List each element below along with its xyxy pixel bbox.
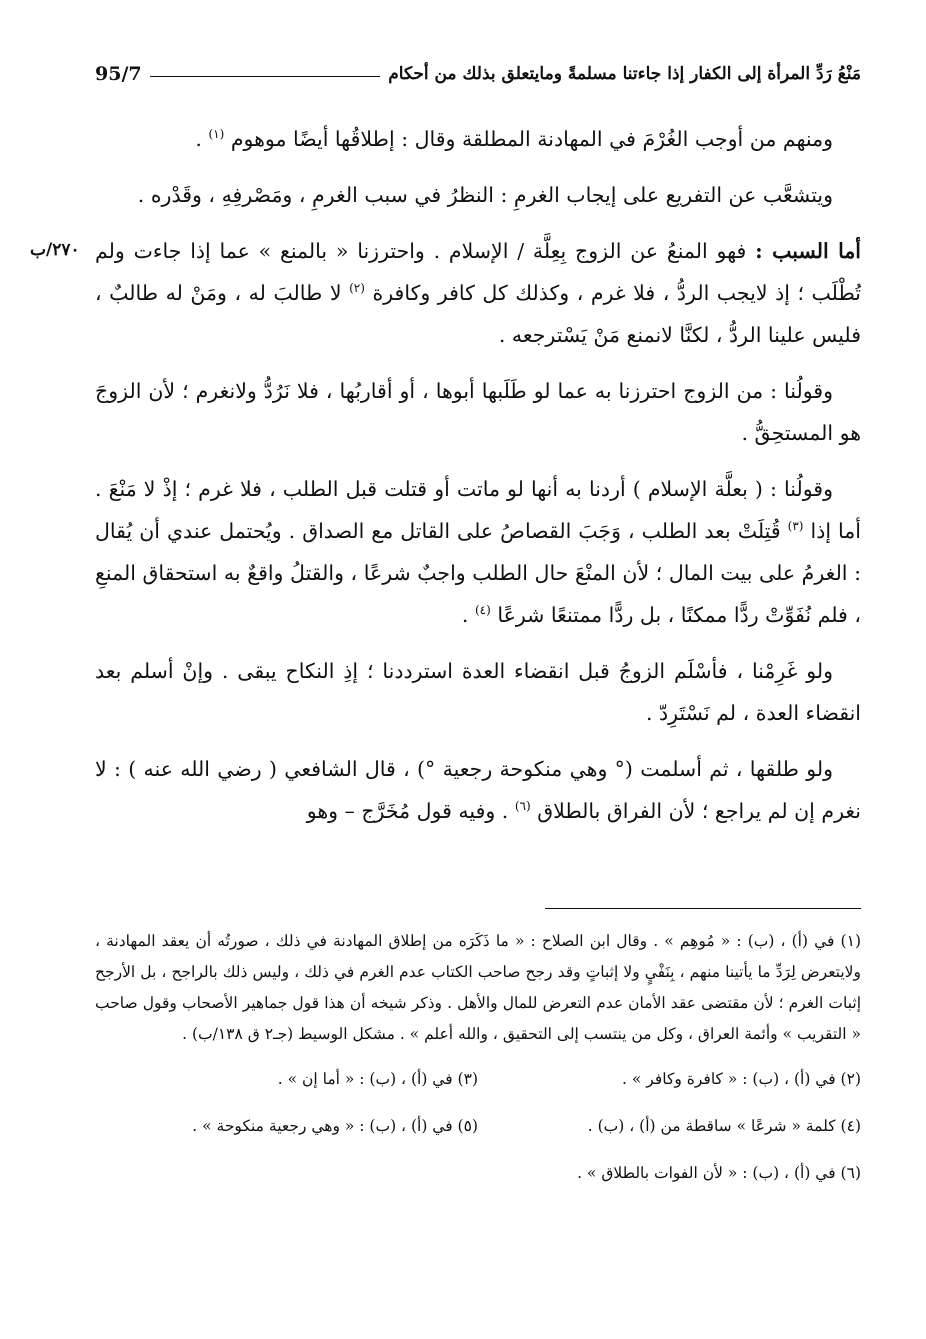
paragraph-1: ومنهم من أوجب الغُرْمَ في المهادنة المطلقة وقال : إطلاقُها أيضًا موهوم $^{(١)}$ . [195, 127, 833, 151]
section-lead: أما السبب : [755, 239, 862, 263]
footnotes [95, 926, 861, 1189]
paragraph-4: وقولُنا : من الزوج احترزنا به عما لو طَلَبها أبوها ، أو أقاربُها ، فلا نَرُدُّ ولانغرم ؛ لأن الزوجَ هو المستحِقُّ . [95, 379, 861, 445]
header-rule [150, 76, 381, 77]
footnote-ref-6: (٦) [514, 799, 531, 814]
page-number: 95/7 [95, 63, 142, 85]
paragraph-3: أما السبب : فهو المنعُ عن الزوج بِعِلَّة / الإسلام . واحترزنا « بالمنع » عما إذا جاءت ولم تُطْلَب ؛ إذ لايجب الردُّ ، فلا غرم ، وكذلك كل كافر وكافرة $^{(٢)}$ لا طالبَ له ، ومَنْ له طالبٌ ، فليس علينا الردُّ ، لكنَّا لانمنع مَنْ يَسْترجعه . [95, 239, 862, 347]
header-title: مَنْعُ رَدِّ المرأة إلى الكفار إذا جاءتنا مسلمةً ومايتعلق بذلك من أحكام [388, 64, 861, 84]
paragraph-2: ويتشعَّب عن التفريع على إيجاب الغرمِ : النظرُ في سبب الغرمِ ، ومَصْرفِهِ ، وقَدْره . [137, 183, 833, 207]
paragraph-6: ولو غَرِمْنا ، فأسْلَم الزوجُ قبل انقضاء العدة استرددنا ؛ إذِ النكاح يبقى . وإنْ أسلم بعد انقضاء العدة ، لم نَسْتَرِدّ . [95, 659, 861, 725]
footnote-3: (٣) في (أ) ، (ب) : « أما إن » . [277, 1070, 478, 1088]
footnote-ref-3: (٣) [787, 519, 804, 534]
paragraph-7: ولو طلقها ، ثم أسلمت (° وهي منكوحة رجعية °) ، قال الشافعي ( رضي الله عنه ) : لا نغرم إن لم يراجع ؛ لأن الفراق بالطلاق $^{(٦)}$ . وفيه قول مُخَرَّج – وهو [95, 757, 861, 823]
footnote-ref-2: (٢) [349, 281, 365, 296]
footnote-2: (٢) في (أ) ، (ب) : « كافرة وكافر » . [622, 1070, 861, 1088]
footnote-row [95, 1064, 861, 1095]
running-header [95, 58, 861, 90]
footnote-6: (٦) في (أ) ، (ب) : « لأن الفوات بالطلاق » . [577, 1164, 861, 1182]
footnote-4: (٤) كلمة « شرعًا » ساقطة من (أ) ، (ب) . [587, 1117, 861, 1135]
footnote-ref-1: (١) [208, 127, 225, 142]
footnote-separator [545, 908, 861, 909]
footnote-ref-4: (٤) [474, 603, 491, 618]
manuscript-folio-marker: ٢٧٠/ب [30, 240, 80, 260]
paragraph-5: وقولُنا : ( بعلَّة الإسلام ) أردنا به أنها لو ماتت أو قتلت قبل الطلب ، فلا غرم ؛ إذْ لا مَنْعَ . أما إذا $^{(٣)}$ قُتِلَتْ بعد الطلب ، وَجَبَ القصاصُ على القاتل مع الصداق . ويُحتمل عندي أن يُقال : الغرمُ على بيت المال ؛ لأن المنْعَ حال الطلب واجبٌ شرعًا ، والقتلُ واقعٌ به استحقاق المنعِ ، فلم نُفَوِّتْ ردًّا ممكنًا ، بل ردًّا ممتنعًا شرعًا $^{(٤)}$ . [95, 477, 861, 627]
footnote-1: (١) في (أ) ، (ب) : « مُوهِم » . وقال ابن الصلاح : « ما ذَكَرَه من إطلاق المهادنة في ذلك ، صورتُه أن يعقد المهادنة ، ولايتعرض لِرَدِّ ما يأتينا منهم ، بِنَفْيٍ ولا إثباتٍ وقد رجح صاحب الكتاب عدم الغرم في ذلك ، وليس ذلك بالراجح ، بل الأرجح إثبات الغرم ؛ لأن مقتضى عقد الأمان عدم التعرض للمال والأهل . وذكر شيخه أن هذا قول جماهير الأصحاب وقول صاحب « التقريب » وأئمة العراق ، وكل من ينتسب إلى التحقيق ، والله أعلم » . مشكل الوسيط (جـ٢ ق ١٣٨/ب) . [95, 932, 861, 1043]
footnote-row [95, 1111, 861, 1142]
main-text [95, 118, 861, 846]
footnote-5: (٥) في (أ) ، (ب) : « وهي رجعية منكوحة » . [192, 1117, 478, 1135]
